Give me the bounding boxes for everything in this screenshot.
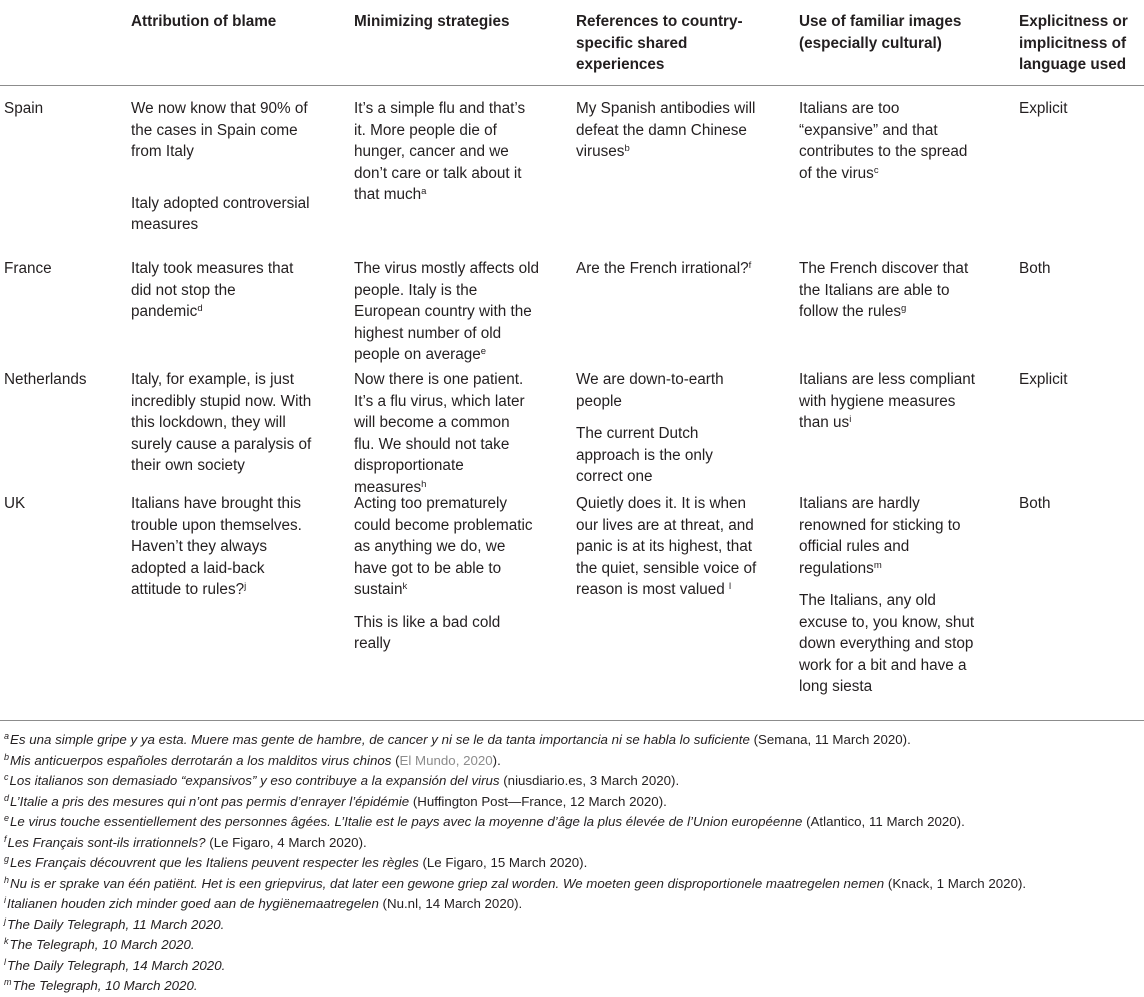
row-label-netherlands: Netherlands bbox=[4, 371, 87, 388]
footnote: $^c$Los italianos son demasiado “expansivos” y eso contribuye a la expansión del virus (niusdiario.es, 3 March 2020). bbox=[4, 772, 680, 788]
cell-text: My Spanish antibodies will defeat the damn Chinese viruses bbox=[576, 100, 756, 160]
cell-spain-references bbox=[576, 98, 766, 174]
cell-spain-images bbox=[799, 98, 979, 195]
footnote: $^b$Mis anticuerpos españoles derrotarán a los malditos virus chinos (El Mundo, 2020). bbox=[4, 751, 501, 768]
footnote: $^a$Es una simple gripe y ya esta. Muere mas gente de hambre, de cancer y ni se le da tanta importancia ni se habla lo suficiente (Semana, 11 March 2020). bbox=[4, 731, 911, 747]
row-label-france: France bbox=[4, 260, 52, 277]
cell-text: Italy took measures that did not stop the pandemic bbox=[131, 260, 294, 320]
footnote-ref: d bbox=[197, 303, 203, 314]
cell-spain-minimizing bbox=[354, 98, 534, 217]
footnote-ref: f bbox=[748, 260, 752, 271]
footnote-ref: c bbox=[873, 164, 879, 176]
cell-france-images bbox=[799, 258, 979, 334]
cell-uk-explicitness: Both bbox=[1019, 495, 1051, 512]
cell-text: The virus mostly affects old people. Italy is the European country with the highest number of old people on average bbox=[354, 260, 540, 363]
source-link[interactable]: El Mundo, 2020 bbox=[399, 752, 493, 768]
cell-uk-minimizing bbox=[354, 493, 534, 666]
footnote-ref: l bbox=[729, 581, 732, 592]
cell-text: Acting too prematurely could become problematic as anything we do, we have got to be able to sustain bbox=[354, 495, 533, 598]
cell-text: Now there is one patient. It’s a flu virus, which later will become a common flu. We should not take disproportionate measures bbox=[354, 371, 525, 496]
footnote: $^f$Les Français sont-ils irrationnels? (Le Figaro, 4 March 2020). bbox=[4, 833, 367, 850]
cell-text: Italians are less compliant with hygiene measures than us bbox=[799, 371, 975, 431]
cell-france-blame bbox=[131, 258, 311, 334]
footnote-ref: b bbox=[624, 143, 630, 154]
cell-text: The French discover that the Italians are able to follow the rules bbox=[799, 260, 969, 320]
header-explicitness: Explicitness or implicitness of language used bbox=[1019, 13, 1128, 73]
cell-netherlands-explicitness: Explicit bbox=[1019, 371, 1068, 388]
cell-uk-images bbox=[799, 493, 984, 709]
footnote: $^l$The Daily Telegraph, 14 March 2020. bbox=[4, 956, 226, 973]
footnote: $^d$L’Italie a pris des mesures qui n’ont pas permis d’enrayer l’épidémie (Huffington Post—France, 12 March 2020). bbox=[4, 792, 667, 809]
cell-netherlands-blame bbox=[131, 369, 313, 488]
cell-spain-blame bbox=[131, 98, 331, 247]
footnote-ref: a bbox=[421, 186, 427, 197]
cell-text: We now know that 90% of the cases in Spain come from Italy bbox=[131, 100, 308, 160]
footnote-ref: e bbox=[480, 346, 487, 357]
cell-france-explicitness: Both bbox=[1019, 260, 1051, 277]
cell-spain-explicitness: Explicit bbox=[1019, 100, 1068, 117]
cell-netherlands-minimizing bbox=[354, 369, 534, 509]
footnote-ref: k bbox=[402, 581, 408, 592]
header-images: Use of familiar images (especially cultural) bbox=[799, 13, 962, 52]
cell-text: The Italians, any old excuse to, you know, shut down everything and stop work for a bit and have a long siesta bbox=[799, 592, 975, 695]
row-label-spain: Spain bbox=[4, 100, 44, 117]
cell-uk-blame bbox=[131, 493, 311, 612]
footnote: $^i$Italianen houden zich minder goed aan de hygiënemaatregelen (Nu.nl, 14 March 2020). bbox=[4, 895, 523, 911]
footnote-ref: h bbox=[421, 478, 427, 490]
footnote: $^h$Nu is er sprake van één patiënt. Het is een griepvirus, dat later een gewone griep zal worden. We moeten geen disproportionele maatregelen nemen (Knack, 1 March 2020). bbox=[4, 874, 1027, 891]
table-bottom-rule bbox=[0, 720, 1144, 721]
cell-netherlands-images bbox=[799, 369, 979, 445]
cell-text: Italy, for example, is just incredibly stupid now. With this lockdown, they will surely cause a paralysis of their own society bbox=[131, 371, 312, 474]
footnote-ref: g bbox=[901, 303, 907, 314]
cell-text: Italy adopted controversial measures bbox=[131, 194, 310, 233]
row-label-uk: UK bbox=[4, 495, 26, 512]
footnote: $^k$The Telegraph, 10 March 2020. bbox=[4, 936, 195, 952]
footnote: $^j$The Daily Telegraph, 11 March 2020. bbox=[4, 915, 225, 932]
cell-text: Italians are too “expansive” and that contributes to the spread of the virus bbox=[799, 100, 968, 182]
header-references: References to country-specific shared experiences bbox=[576, 13, 743, 73]
footnote-ref: i bbox=[849, 414, 852, 425]
cell-france-minimizing bbox=[354, 258, 544, 377]
footnote: $^m$The Telegraph, 10 March 2020. bbox=[4, 977, 198, 993]
header-minimizing: Minimizing strategies bbox=[354, 13, 510, 30]
cell-text: The current Dutch approach is the only correct one bbox=[576, 425, 713, 485]
footnote-ref: m bbox=[873, 559, 882, 571]
footnote-ref: j bbox=[244, 581, 247, 592]
header-divider bbox=[0, 85, 1144, 86]
cell-text: This is like a bad cold really bbox=[354, 613, 501, 652]
cell-text: Italians have brought this trouble upon themselves. Haven’t they always adopted a laid-back attitude to rules? bbox=[131, 495, 302, 598]
footnotes bbox=[4, 730, 1140, 997]
cell-text: We are down-to-earth people bbox=[576, 371, 724, 410]
cell-text: Italians are hardly renowned for sticking to official rules and regulations bbox=[799, 495, 961, 577]
cell-text: It’s a simple flu and that’s it. More people die of hunger, cancer and we don’t care or talk about it that much bbox=[354, 100, 526, 203]
footnote: $^e$Le virus touche essentiellement des personnes âgées. L’Italie est le pays avec la moyenne d’âge la plus élevée de l’Union européenne (Atlantico, 11 March 2020). bbox=[4, 813, 965, 829]
cell-uk-references bbox=[576, 493, 766, 612]
footnote: $^g$Les Français découvrent que les Italiens peuvent respecter les règles (Le Figaro, 15 March 2020). bbox=[4, 854, 588, 870]
cell-text: Quietly does it. It is when our lives are at threat, and panic is at its highest, that the quiet, sensible voice of reason is most valued bbox=[576, 495, 757, 598]
header-blame: Attribution of blame bbox=[131, 13, 277, 30]
cell-text: Are the French irrational? bbox=[576, 260, 749, 277]
cell-netherlands-references bbox=[576, 369, 736, 499]
cell-france-references bbox=[576, 258, 776, 291]
